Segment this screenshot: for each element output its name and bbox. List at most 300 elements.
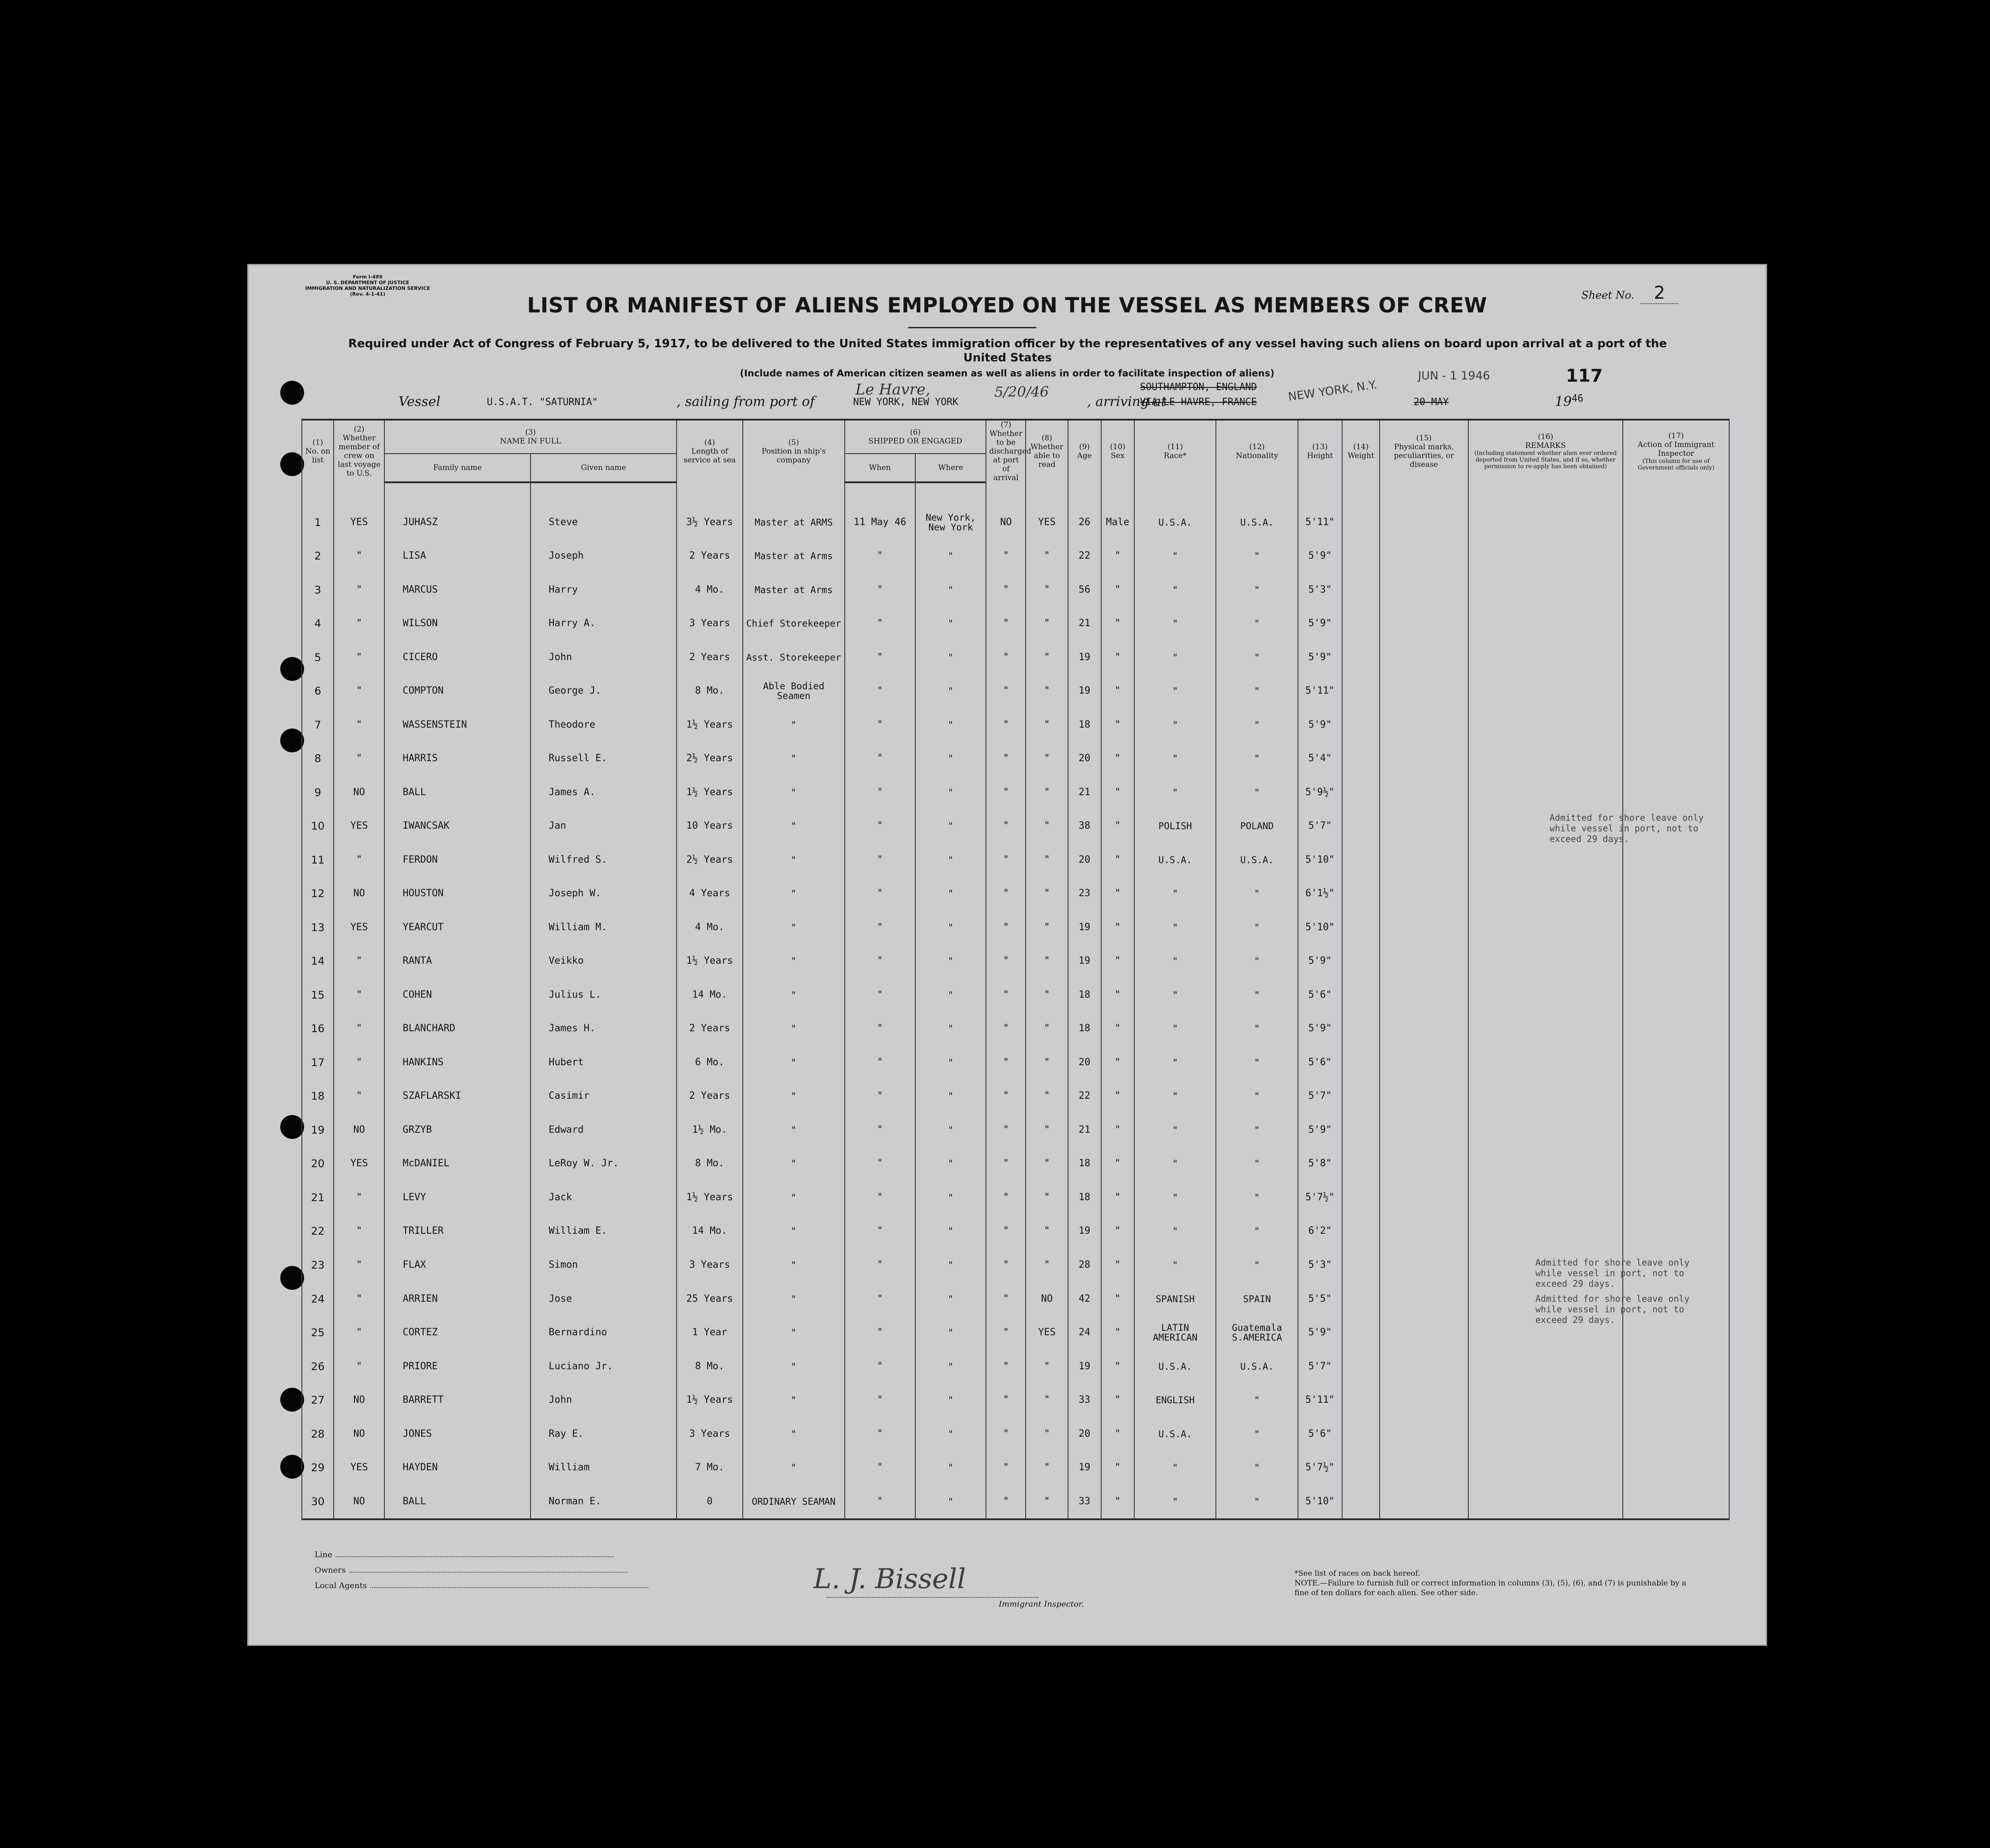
inspector-action-cell: [1623, 1147, 1729, 1181]
length-of-service-cell: 1 Year: [677, 1316, 743, 1350]
discharge-cell: ": [986, 1113, 1026, 1147]
given-name-cell: Jan: [530, 809, 677, 843]
physical-marks-cell: [1380, 944, 1468, 978]
race-cell: POLISH: [1134, 809, 1216, 843]
discharge-cell: ": [986, 978, 1026, 1012]
shipped-when-cell: ": [845, 809, 915, 843]
physical-marks-cell: [1380, 607, 1468, 641]
family-name-cell: HARRIS: [384, 742, 530, 776]
race-cell: ": [1134, 640, 1216, 674]
family-name-cell: COHEN: [384, 978, 530, 1012]
inspector-action-cell: [1623, 1046, 1729, 1080]
height-cell: 5'7½": [1298, 1181, 1342, 1215]
length-of-service-cell: 1½ Years: [677, 1181, 743, 1215]
nationality-cell: ": [1216, 911, 1298, 945]
position-cell: ": [743, 978, 844, 1012]
weight-cell: [1342, 809, 1380, 843]
given-name-cell: George J.: [530, 674, 677, 708]
weight-cell: [1342, 1349, 1380, 1383]
age-cell: 33: [1068, 1383, 1101, 1417]
weight-cell: [1342, 708, 1380, 742]
race-cell: ": [1134, 1248, 1216, 1282]
physical-marks-cell: [1380, 1012, 1468, 1046]
race-cell: ": [1134, 944, 1216, 978]
nationality-cell: ": [1216, 1484, 1298, 1519]
position-cell: ": [743, 1181, 844, 1215]
family-name-cell: HANKINS: [384, 1046, 530, 1080]
height-cell: 5'11": [1298, 1383, 1342, 1417]
discharge-cell: ": [986, 877, 1026, 911]
given-name-cell: James A.: [530, 776, 677, 810]
race-cell: ": [1134, 539, 1216, 573]
age-cell: 18: [1068, 978, 1101, 1012]
form-identifier: Form I-489 U. S. DEPARTMENT OF JUSTICE IMMIGRATION AND NATURALIZATION SERVICE (Rev. 4-1-41): [305, 274, 430, 297]
remarks-cell: [1468, 1079, 1623, 1113]
remarks-cell: [1468, 944, 1623, 978]
shipped-where-cell: ": [915, 1147, 986, 1181]
nationality-cell: ": [1216, 978, 1298, 1012]
height-cell: 5'10": [1298, 1484, 1342, 1519]
sex-cell: ": [1101, 1451, 1134, 1485]
inspector-action-cell: [1623, 1349, 1729, 1383]
age-cell: 19: [1068, 1451, 1101, 1485]
weight-cell: [1342, 877, 1380, 911]
previous-voyage-cell: NO: [334, 1113, 384, 1147]
position-cell: Asst. Storekeeper: [743, 640, 844, 674]
discharge-cell: ": [986, 1012, 1026, 1046]
crew-row: [302, 776, 1729, 810]
shipped-where-cell: ": [915, 1451, 986, 1485]
position-cell: Chief Storekeeper: [743, 607, 844, 641]
inspector-action-cell: [1623, 1181, 1729, 1215]
remarks-cell: [1468, 505, 1623, 539]
previous-voyage-cell: ": [334, 1282, 384, 1316]
length-of-service-cell: 2½ Years: [677, 742, 743, 776]
crew-row: [302, 1349, 1729, 1383]
inspector-action-cell: [1623, 1079, 1729, 1113]
given-name-cell: Jack: [530, 1181, 677, 1215]
position-cell: ": [743, 1451, 844, 1485]
shipped-where-cell: ": [915, 1113, 986, 1147]
age-cell: 19: [1068, 1349, 1101, 1383]
inclusion-note: (Include names of American citizen seamen as well as aliens in order to facilitate inspection of aliens): [740, 368, 1275, 379]
previous-voyage-cell: ": [334, 674, 384, 708]
crew-row: [302, 944, 1729, 978]
length-of-service-cell: 2½ Years: [677, 843, 743, 877]
previous-voyage-cell: ": [334, 978, 384, 1012]
given-name-cell: Veikko: [530, 944, 677, 978]
nationality-cell: ": [1216, 1451, 1298, 1485]
physical-marks-cell: [1380, 877, 1468, 911]
previous-voyage-cell: NO: [334, 776, 384, 810]
inspector-action-cell: [1623, 1113, 1729, 1147]
previous-voyage-cell: ": [334, 742, 384, 776]
able-to-read-cell: ": [1026, 843, 1068, 877]
arriving-port-2: VIA LE HAVRE, FRANCE: [1140, 397, 1257, 408]
discharge-cell: ": [986, 1248, 1026, 1282]
discharge-cell: ": [986, 1079, 1026, 1113]
age-cell: 18: [1068, 708, 1101, 742]
given-name-cell: Casimir: [530, 1079, 677, 1113]
sex-cell: ": [1101, 843, 1134, 877]
shipped-when-cell: ": [845, 607, 915, 641]
weight-cell: [1342, 539, 1380, 573]
shipped-when-cell: ": [845, 944, 915, 978]
weight-cell: [1342, 1282, 1380, 1316]
sex-cell: ": [1101, 1012, 1134, 1046]
inspector-action-cell: [1623, 1383, 1729, 1417]
race-cell: ": [1134, 911, 1216, 945]
family-name-cell: JUHASZ: [384, 505, 530, 539]
nationality-cell: SPAIN: [1216, 1282, 1298, 1316]
shipped-where-cell: ": [915, 1079, 986, 1113]
crew-row: [302, 573, 1729, 607]
weight-cell: [1342, 1383, 1380, 1417]
shipped-where-cell: ": [915, 1181, 986, 1215]
col-given-name: Given name: [530, 454, 677, 482]
given-name-cell: Hubert: [530, 1046, 677, 1080]
binder-hole: [280, 1266, 304, 1290]
able-to-read-cell: ": [1026, 1248, 1068, 1282]
shipped-when-cell: ": [845, 742, 915, 776]
length-of-service-cell: 6 Mo.: [677, 1046, 743, 1080]
inspector-action-cell: [1623, 1012, 1729, 1046]
crew-row: [302, 742, 1729, 776]
page-title: LIST OR MANIFEST OF ALIENS EMPLOYED ON THE VESSEL AS MEMBERS OF CREW: [527, 293, 1487, 318]
height-cell: 5'9": [1298, 1012, 1342, 1046]
height-cell: 5'9½": [1298, 776, 1342, 810]
race-cell: ": [1134, 1181, 1216, 1215]
shipped-where-cell: ": [915, 911, 986, 945]
discharge-cell: ": [986, 539, 1026, 573]
height-cell: 5'9": [1298, 640, 1342, 674]
discharge-cell: ": [986, 1147, 1026, 1181]
previous-voyage-cell: YES: [334, 1451, 384, 1485]
line-field: Line: [315, 1547, 648, 1563]
sex-cell: ": [1101, 607, 1134, 641]
inspector-action-cell: [1623, 607, 1729, 641]
able-to-read-cell: ": [1026, 1147, 1068, 1181]
footer-note: *See list of races on back hereof. NOTE.—Failure to furnish full or correct information in columns (3), (5), (6), and (7) is punishable by a fine of ten dollars for each alien. See other side.: [1294, 1569, 1686, 1597]
remarks-cell: [1468, 1181, 1623, 1215]
previous-voyage-cell: ": [334, 640, 384, 674]
age-cell: 21: [1068, 776, 1101, 810]
physical-marks-cell: [1380, 1248, 1468, 1282]
family-name-cell: CORTEZ: [384, 1316, 530, 1350]
shipped-when-cell: ": [845, 843, 915, 877]
shipped-where-cell: ": [915, 1383, 986, 1417]
col-weight: (14) Weight: [1342, 420, 1380, 482]
previous-voyage-cell: ": [334, 843, 384, 877]
race-cell: ENGLISH: [1134, 1383, 1216, 1417]
race-cell: ": [1134, 877, 1216, 911]
physical-marks-cell: [1380, 1113, 1468, 1147]
physical-marks-cell: [1380, 1282, 1468, 1316]
given-name-cell: Simon: [530, 1248, 677, 1282]
physical-marks-cell: [1380, 1214, 1468, 1248]
position-cell: ": [743, 1147, 844, 1181]
inspector-action-cell: [1623, 1484, 1729, 1519]
nationality-cell: ": [1216, 776, 1298, 810]
height-cell: 5'9": [1298, 944, 1342, 978]
crew-row: [302, 1248, 1729, 1282]
remarks-cell: [1468, 776, 1623, 810]
discharge-cell: ": [986, 674, 1026, 708]
age-cell: 18: [1068, 1147, 1101, 1181]
inspector-action-cell: [1623, 776, 1729, 810]
row-number-cell: 21: [302, 1181, 334, 1215]
col-discharge: (7) Whether to be discharged at port of arrival: [986, 420, 1026, 482]
crew-row: [302, 1079, 1729, 1113]
shipped-when-cell: ": [845, 1316, 915, 1350]
given-name-cell: Theodore: [530, 708, 677, 742]
height-cell: 5'9": [1298, 708, 1342, 742]
remark-row-24: Admitted for shore leave only while vessel in port, not to exceed 29 days.: [1535, 1257, 1690, 1289]
row-number-cell: 11: [302, 843, 334, 877]
remarks-cell: [1468, 1113, 1623, 1147]
height-cell: 5'3": [1298, 1248, 1342, 1282]
age-cell: 20: [1068, 742, 1101, 776]
weight-cell: [1342, 776, 1380, 810]
age-cell: 18: [1068, 1012, 1101, 1046]
length-of-service-cell: 2 Years: [677, 1012, 743, 1046]
row-number-cell: 12: [302, 877, 334, 911]
length-of-service-cell: 14 Mo.: [677, 1214, 743, 1248]
family-name-cell: IWANCSAK: [384, 809, 530, 843]
age-cell: 22: [1068, 539, 1101, 573]
inspector-action-cell: [1623, 911, 1729, 945]
family-name-cell: TRILLER: [384, 1214, 530, 1248]
family-name-cell: BALL: [384, 1484, 530, 1519]
requirement-text: Required under Act of Congress of February 5, 1917, to be delivered to the United States immigration officer by the representatives of any vessel having such aliens on board upon arrival at a port of the United States: [348, 337, 1667, 364]
sex-cell: ": [1101, 708, 1134, 742]
remarks-cell: [1468, 640, 1623, 674]
race-cell: ": [1134, 1484, 1216, 1519]
row-number-cell: 30: [302, 1484, 334, 1519]
crew-row: [302, 607, 1729, 641]
able-to-read-cell: ": [1026, 944, 1068, 978]
row-number-cell: 15: [302, 978, 334, 1012]
weight-cell: [1342, 978, 1380, 1012]
remarks-cell: [1468, 1383, 1623, 1417]
race-cell: ": [1134, 1012, 1216, 1046]
previous-voyage-cell: ": [334, 1248, 384, 1282]
given-name-cell: Luciano Jr.: [530, 1349, 677, 1383]
col-family-name: Family name: [384, 454, 530, 482]
remarks-cell: [1468, 1046, 1623, 1080]
crew-row: [302, 1316, 1729, 1350]
remarks-cell: [1468, 843, 1623, 877]
crew-row: [302, 978, 1729, 1012]
family-name-cell: MARCUS: [384, 573, 530, 607]
weight-cell: [1342, 1417, 1380, 1451]
year-prefix: 19: [1555, 394, 1572, 409]
sex-cell: ": [1101, 1079, 1134, 1113]
shipped-when-cell: ": [845, 1451, 915, 1485]
height-cell: 5'8": [1298, 1147, 1342, 1181]
height-cell: 5'6": [1298, 978, 1342, 1012]
inspector-action-cell: [1623, 877, 1729, 911]
shipped-when-cell: ": [845, 1383, 915, 1417]
sex-cell: ": [1101, 1181, 1134, 1215]
length-of-service-cell: 14 Mo.: [677, 978, 743, 1012]
discharge-cell: ": [986, 607, 1026, 641]
shipped-when-cell: ": [845, 1349, 915, 1383]
previous-voyage-cell: ": [334, 1079, 384, 1113]
discharge-cell: ": [986, 1451, 1026, 1485]
inspector-action-cell: [1623, 708, 1729, 742]
nationality-cell: ": [1216, 1383, 1298, 1417]
remarks-cell: [1468, 742, 1623, 776]
remarks-cell: [1468, 573, 1623, 607]
age-cell: 23: [1068, 877, 1101, 911]
length-of-service-cell: 3 Years: [677, 1417, 743, 1451]
age-cell: 28: [1068, 1248, 1101, 1282]
sex-cell: ": [1101, 944, 1134, 978]
position-cell: ": [743, 708, 844, 742]
race-cell: ": [1134, 1079, 1216, 1113]
race-cell: ": [1134, 1147, 1216, 1181]
sex-cell: ": [1101, 877, 1134, 911]
nationality-cell: ": [1216, 1214, 1298, 1248]
sex-cell: ": [1101, 1316, 1134, 1350]
age-cell: 19: [1068, 1214, 1101, 1248]
able-to-read-cell: YES: [1026, 505, 1068, 539]
crew-row: [302, 1012, 1729, 1046]
binder-hole: [280, 1455, 304, 1479]
sex-cell: ": [1101, 742, 1134, 776]
family-name-cell: GRZYB: [384, 1113, 530, 1147]
handwritten-date: 5/20/46: [994, 383, 1049, 400]
arriving-port-1: SOUTHAMPTON, ENGLAND: [1140, 382, 1257, 393]
local-agents-field: Local Agents: [315, 1578, 648, 1593]
crew-row: [302, 640, 1729, 674]
discharge-cell: ": [986, 1484, 1026, 1519]
length-of-service-cell: 3 Years: [677, 607, 743, 641]
sex-cell: ": [1101, 674, 1134, 708]
nationality-cell: U.S.A.: [1216, 843, 1298, 877]
weight-cell: [1342, 1451, 1380, 1485]
shipped-when-cell: ": [845, 1248, 915, 1282]
page-number: 117: [1566, 366, 1603, 386]
length-of-service-cell: 10 Years: [677, 809, 743, 843]
title-rule: [908, 327, 1036, 328]
crew-row: [302, 1181, 1729, 1215]
crew-row: [302, 1282, 1729, 1316]
family-name-cell: FLAX: [384, 1248, 530, 1282]
previous-voyage-cell: NO: [334, 877, 384, 911]
remarks-cell: [1468, 1214, 1623, 1248]
able-to-read-cell: ": [1026, 978, 1068, 1012]
able-to-read-cell: ": [1026, 742, 1068, 776]
age-cell: 22: [1068, 1079, 1101, 1113]
age-cell: 33: [1068, 1484, 1101, 1519]
row-number-cell: 4: [302, 607, 334, 641]
sex-cell: ": [1101, 978, 1134, 1012]
inspector-action-cell: [1623, 539, 1729, 573]
row-number-cell: 10: [302, 809, 334, 843]
previous-voyage-cell: ": [334, 1012, 384, 1046]
binder-hole: [280, 657, 304, 681]
age-cell: 38: [1068, 809, 1101, 843]
position-cell: ": [743, 843, 844, 877]
height-cell: 5'7": [1298, 1349, 1342, 1383]
arriving-label: , arriving at: [1087, 394, 1166, 409]
shipped-when-cell: ": [845, 1012, 915, 1046]
family-name-cell: JONES: [384, 1417, 530, 1451]
position-cell: ": [743, 1214, 844, 1248]
sex-cell: ": [1101, 1214, 1134, 1248]
previous-voyage-cell: ": [334, 1349, 384, 1383]
nationality-cell: POLAND: [1216, 809, 1298, 843]
row-number-cell: 27: [302, 1383, 334, 1417]
shipped-where-cell: ": [915, 1012, 986, 1046]
height-cell: 5'11": [1298, 674, 1342, 708]
col-race: (11) Race*: [1134, 420, 1216, 482]
able-to-read-cell: ": [1026, 1046, 1068, 1080]
age-cell: 21: [1068, 1113, 1101, 1147]
age-cell: 19: [1068, 944, 1101, 978]
race-cell: ": [1134, 674, 1216, 708]
length-of-service-cell: 3½ Years: [677, 505, 743, 539]
race-cell: U.S.A.: [1134, 843, 1216, 877]
remarks-cell: [1468, 911, 1623, 945]
shipped-where-cell: ": [915, 539, 986, 573]
sex-cell: ": [1101, 809, 1134, 843]
shipped-where-cell: ": [915, 607, 986, 641]
physical-marks-cell: [1380, 1451, 1468, 1485]
family-name-cell: LEVY: [384, 1181, 530, 1215]
height-cell: 5'10": [1298, 843, 1342, 877]
crew-row: [302, 539, 1729, 573]
height-cell: 5'7": [1298, 809, 1342, 843]
race-cell: ": [1134, 1113, 1216, 1147]
shipped-where-cell: ": [915, 1417, 986, 1451]
height-cell: 5'6": [1298, 1417, 1342, 1451]
row-number-cell: 2: [302, 539, 334, 573]
col-read: (8) Whether able to read: [1026, 420, 1068, 482]
physical-marks-cell: [1380, 1316, 1468, 1350]
given-name-cell: LeRoy W. Jr.: [530, 1147, 677, 1181]
family-name-cell: COMPTON: [384, 674, 530, 708]
length-of-service-cell: 2 Years: [677, 640, 743, 674]
given-name-cell: William: [530, 1451, 677, 1485]
able-to-read-cell: ": [1026, 1451, 1068, 1485]
age-cell: 19: [1068, 674, 1101, 708]
crew-row: [302, 1214, 1729, 1248]
shipped-when-cell: ": [845, 1282, 915, 1316]
given-name-cell: Edward: [530, 1113, 677, 1147]
weight-cell: [1342, 1012, 1380, 1046]
age-cell: 18: [1068, 1181, 1101, 1215]
family-name-cell: LISA: [384, 539, 530, 573]
able-to-read-cell: ": [1026, 573, 1068, 607]
discharge-cell: ": [986, 573, 1026, 607]
given-name-cell: John: [530, 640, 677, 674]
arrival-stamp: NEW YORK, N.Y.: [1287, 378, 1378, 404]
discharge-cell: ": [986, 944, 1026, 978]
physical-marks-cell: [1380, 911, 1468, 945]
shipped-where-cell: ": [915, 640, 986, 674]
race-cell: ": [1134, 776, 1216, 810]
family-name-cell: PRIORE: [384, 1349, 530, 1383]
family-name-cell: CICERO: [384, 640, 530, 674]
physical-marks-cell: [1380, 505, 1468, 539]
discharge-cell: ": [986, 809, 1026, 843]
position-cell: ": [743, 776, 844, 810]
previous-voyage-cell: NO: [334, 1417, 384, 1451]
shipped-where-cell: New York, New York: [915, 505, 986, 539]
